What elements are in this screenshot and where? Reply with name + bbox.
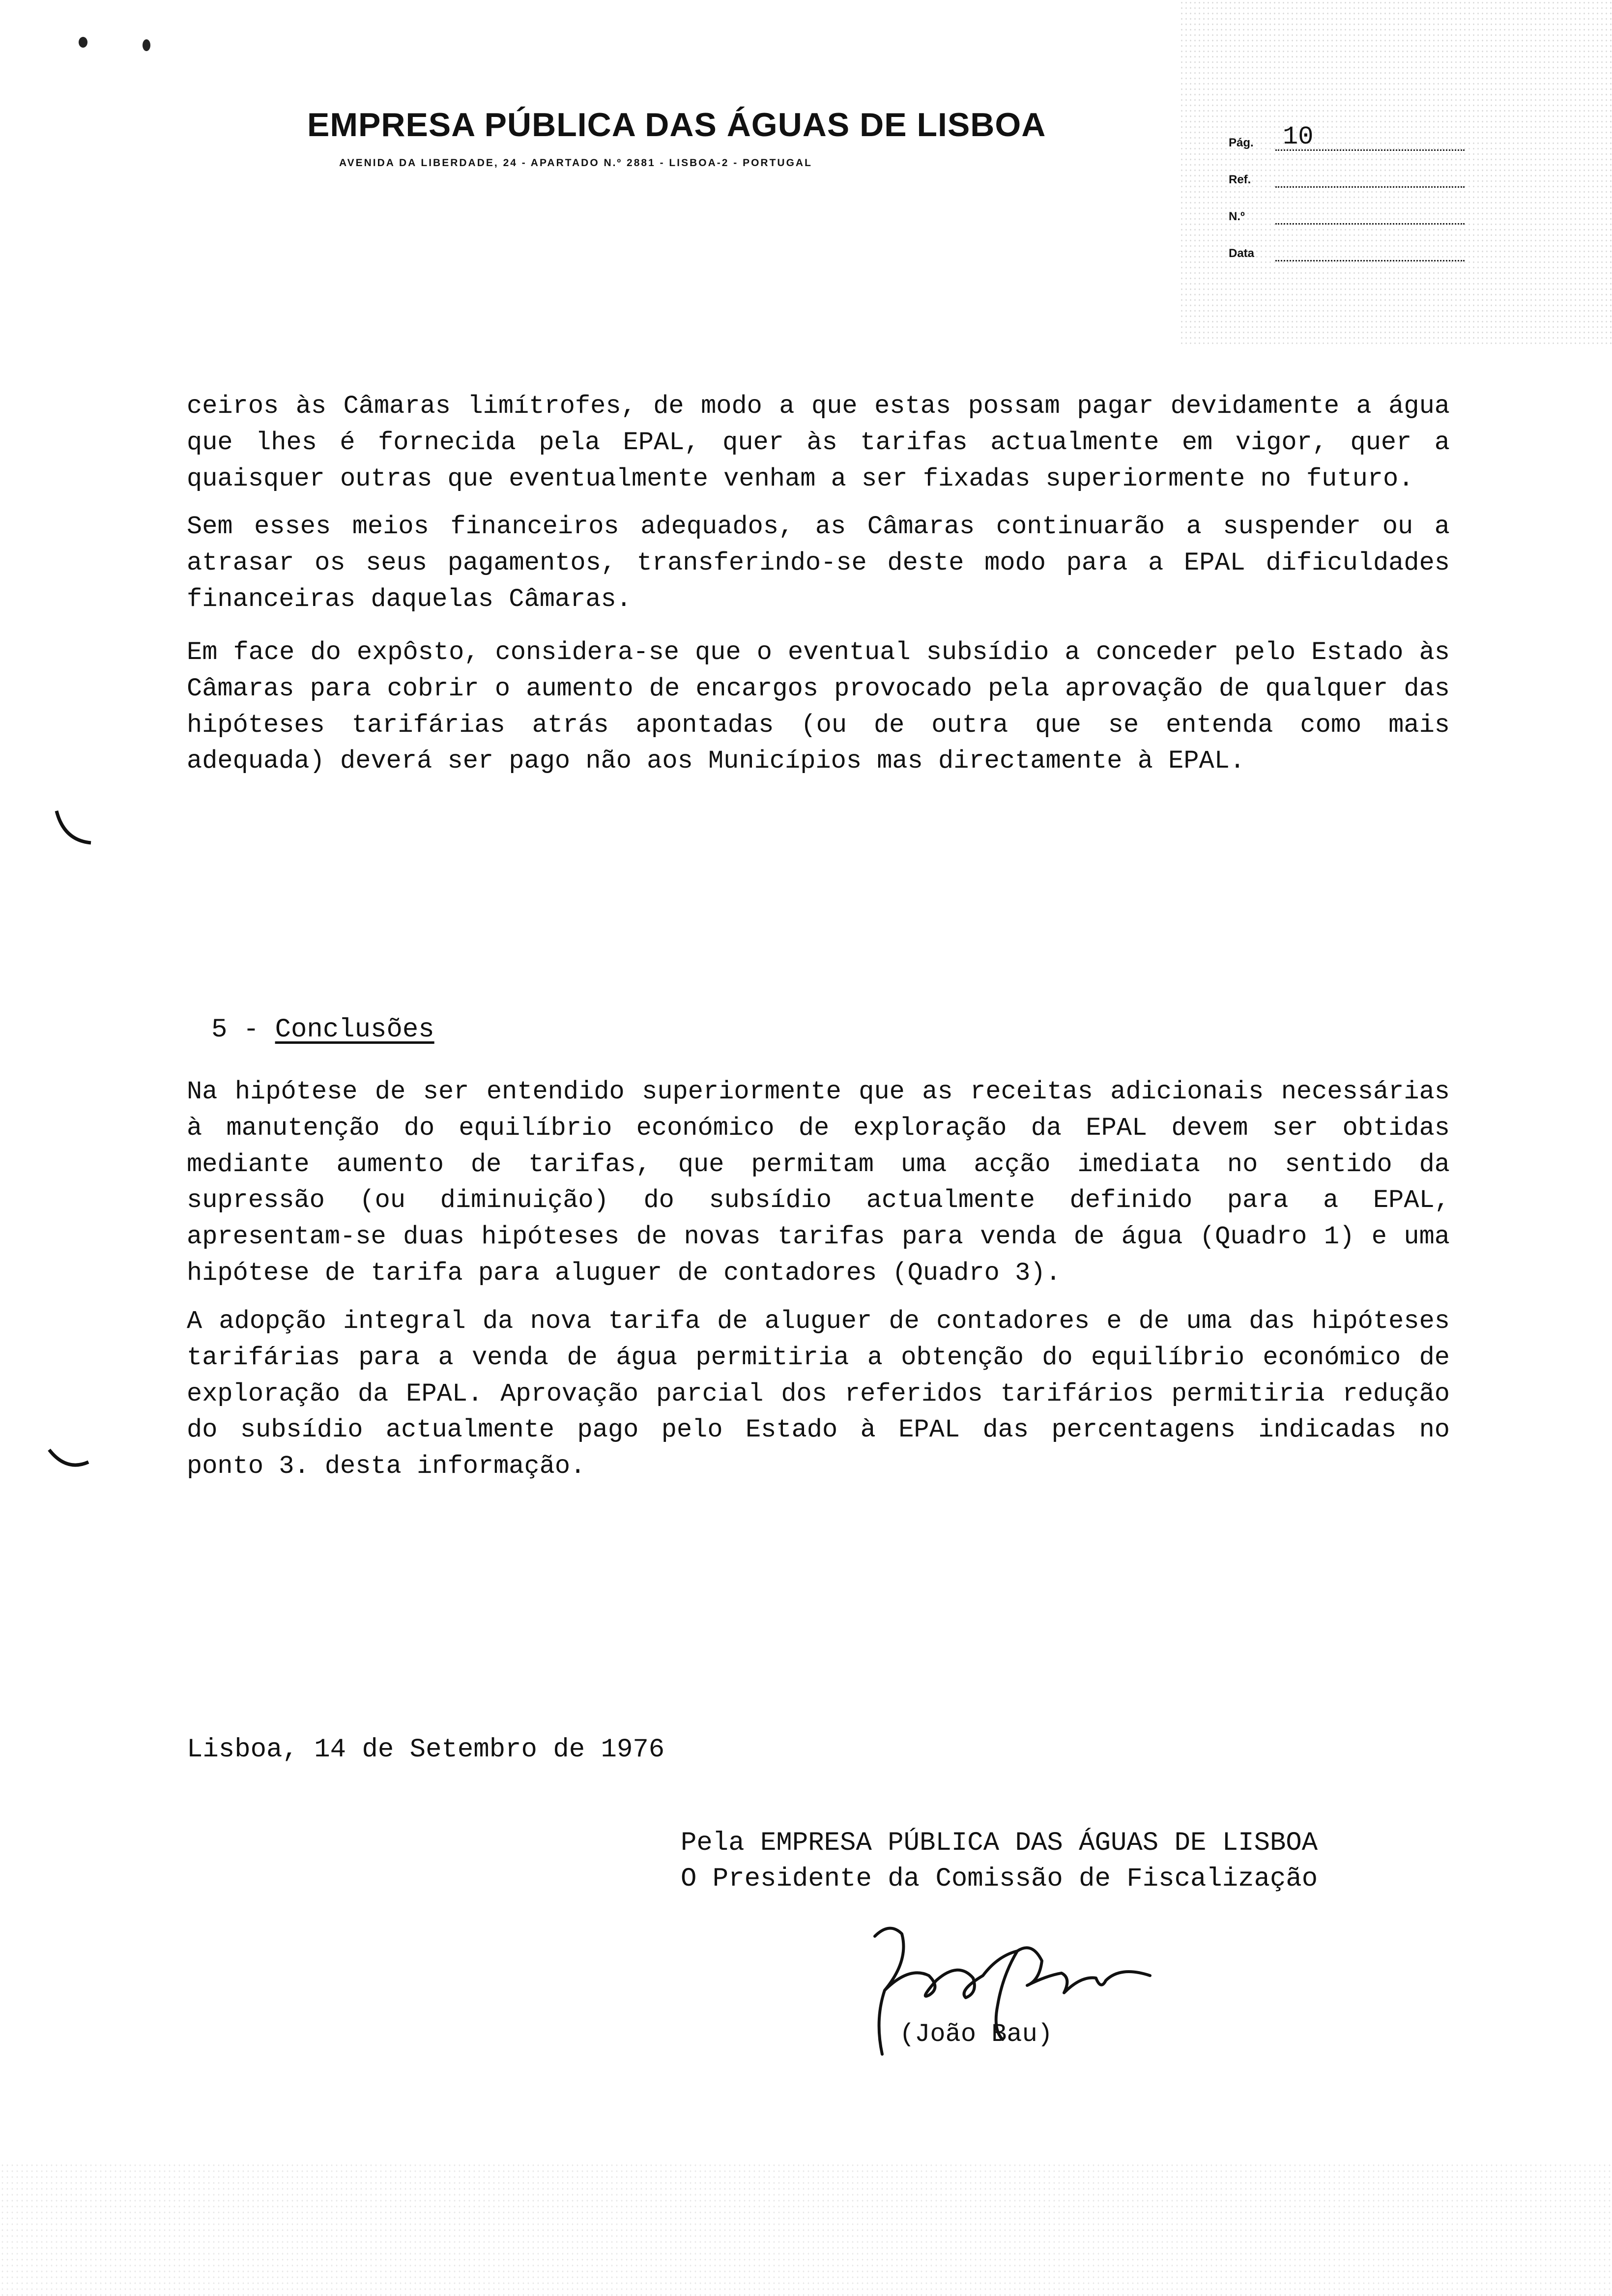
section-heading bbox=[211, 1015, 434, 1045]
body-block-2 bbox=[187, 1074, 1450, 1496]
number-field bbox=[1229, 199, 1465, 229]
hole-punch-arc bbox=[44, 1435, 103, 1494]
date-label: Data bbox=[1229, 247, 1255, 260]
signatory-name: (João Bau) bbox=[899, 2020, 1053, 2049]
body-paragraph: Sem esses meios financeiros adequados, as Câmaras continuarão a suspender ou a atrasar os seus pagamentos, transferindo-se deste modo para a EPAL dificuldades financeiras daquelas Câmaras. bbox=[187, 512, 1450, 614]
body-paragraph: Em face do expôsto, considera-se que o eventual subsídio a conceder pelo Estado às Câmaras para cobrir o aumento de encargos provocado pela aprovação de qualquer das hipóteses tarifárias atrás apontadas (ou de outra que se entenda como mais adequada) deverá ser pago não aos Municípios mas directamente à EPAL. bbox=[187, 637, 1450, 776]
page-label: Pág. bbox=[1229, 136, 1254, 149]
hole-punch-arc bbox=[44, 806, 103, 865]
reference-label: Ref. bbox=[1229, 173, 1251, 186]
section-title: Conclusões bbox=[275, 1015, 434, 1045]
body-paragraph: ceiros às Câmaras limítrofes, de modo a que estas possam pagar devidamente a água que lhes é fornecida pela EPAL, quer às tarifas actualmente em vigor, quer a quaisquer outras que eventualmente venham a ser fixadas superiormente no futuro. bbox=[187, 392, 1450, 493]
signature-line-1: Pela EMPRESA PÚBLICA DAS ÁGUAS DE LISBOA bbox=[681, 1828, 1318, 1858]
body-paragraph: Na hipótese de ser entendido superiormente que as receitas adicionais necessárias à manutenção do equilíbrio económico de exploração da EPAL devem ser obtidas mediante aumento de tarifas, que permitam uma acção imediata no sentido da supressão (ou diminuição) do subsídio actualmente definido para a EPAL, apresentam-se duas hipóteses de novas tarifas para venda de água (Quadro 1) e uma hipótese de tarifa para aluguer de contadores (Quadro 3). bbox=[187, 1077, 1450, 1288]
page-number: 10 bbox=[1283, 122, 1314, 151]
page-field bbox=[1229, 122, 1465, 155]
number-label: N.º bbox=[1229, 210, 1245, 223]
signature-block bbox=[681, 1826, 1318, 1897]
punch-mark bbox=[143, 39, 150, 51]
body-paragraph: A adopção integral da nova tarifa de aluguer de contadores e de uma das hipóteses tarifárias para a venda de água permitiria a obtenção do equilíbrio económico de exploração da EPAL. Aprovação parcial dos referidos tarifários permitiria redução do subsídio actualmente pago pelo Estado à EPAL das percentagens indicadas no ponto 3. desta informação. bbox=[187, 1306, 1450, 1481]
signature-line-2: O Presidente da Comissão de Fiscalização bbox=[681, 1864, 1318, 1894]
body-block-1 bbox=[187, 388, 1450, 791]
section-number: 5 - bbox=[211, 1015, 259, 1045]
scan-noise-bottom bbox=[0, 2162, 1612, 2296]
organization-address: AVENIDA DA LIBERDADE, 24 - APARTADO N.º 2881 - LISBOA-2 - PORTUGAL bbox=[339, 157, 812, 169]
document-date: Lisboa, 14 de Setembro de 1976 bbox=[187, 1735, 665, 1765]
reference-field bbox=[1229, 162, 1465, 192]
date-field bbox=[1229, 236, 1465, 265]
organization-title: EMPRESA PÚBLICA DAS ÁGUAS DE LISBOA bbox=[307, 106, 1046, 144]
punch-mark bbox=[79, 37, 87, 48]
